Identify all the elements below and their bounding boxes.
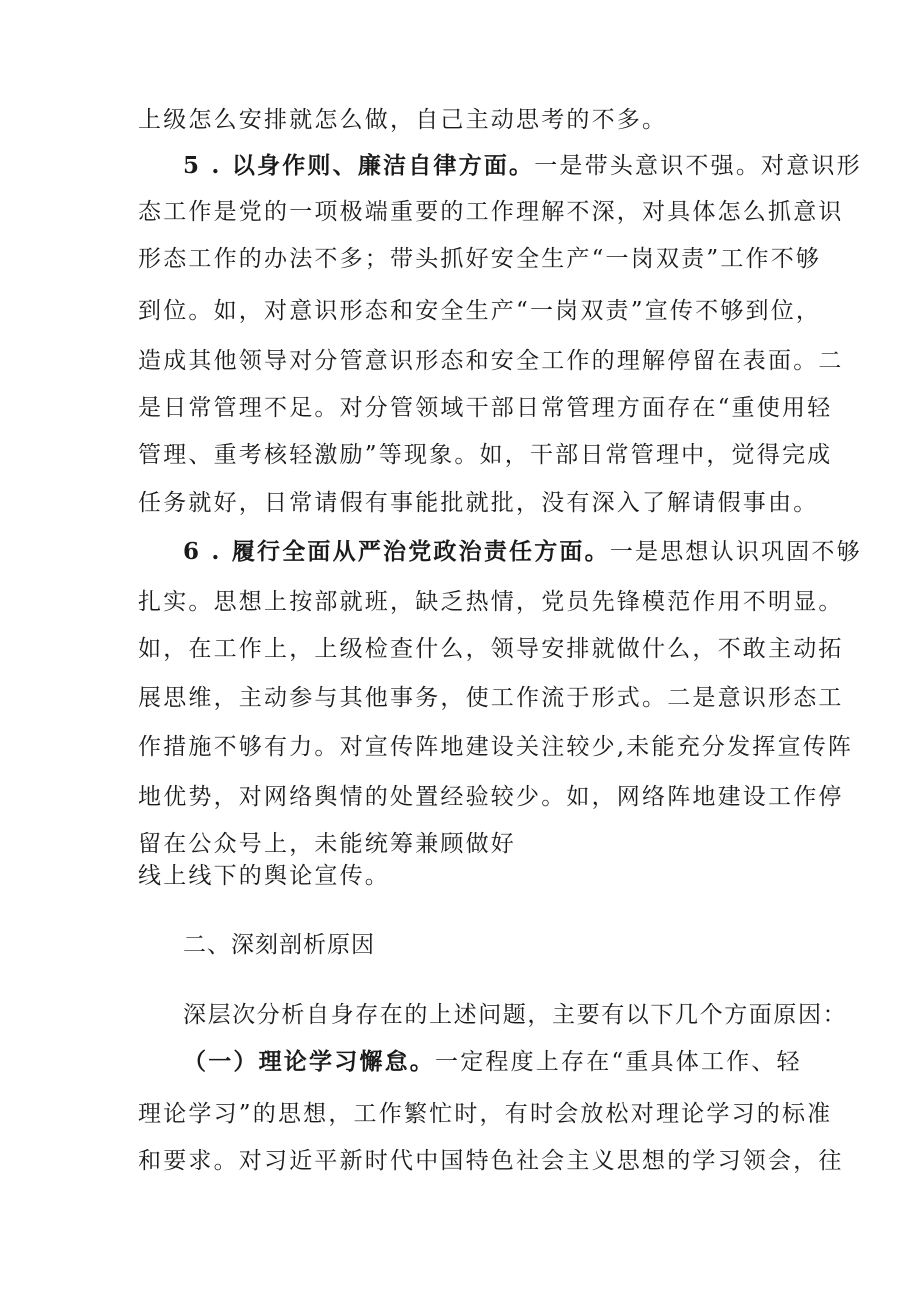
paragraph-line: 是日常管理不足。对分管领域干部日常管理方面存在“重使用轻: [138, 395, 833, 421]
paragraph-line: 和要求。对习近平新时代中国特色社会主义思想的学习领会，往: [138, 1148, 844, 1174]
subsection-1-first-line: [183, 1047, 843, 1077]
paragraph-5-first-line: [183, 151, 862, 181]
paragraph-line: 如，在工作上，上级检查什么，领导安排就做什么，不敢主动拓: [138, 636, 844, 662]
paragraph-line: 管理、重考核轻激励”等现象。如，干部日常管理中，觉得完成: [138, 442, 833, 468]
section-heading: 二、深刻剖析原因: [183, 932, 375, 958]
paragraph-line: 态工作是党的一项极端重要的工作理解不深，对具体怎么抓意识: [138, 199, 844, 225]
paragraph-line: 上级怎么安排就怎么做，自己主动思考的不多。: [138, 107, 668, 133]
paragraph-6-first-text: 一是思想认识巩固不够: [609, 539, 862, 565]
paragraph-line: 地优势，对网络舆情的处置经验较少。如，网络阵地建设工作停: [138, 784, 844, 810]
paragraph-line: 留在公众号上，未能统筹兼顾做好: [138, 831, 516, 857]
paragraph-6-first-line: [183, 537, 862, 567]
subsection-1-first-text: 一定程度上存在“重具体工作、轻: [435, 1049, 802, 1075]
subsection-1-heading: （一）理论学习懈怠。: [183, 1048, 435, 1075]
paragraph-line: 到位。如，对意识形态和安全生产“一岗双责”宣传不够到位，: [138, 298, 822, 324]
section-intro: 深层次分析自身存在的上述问题，主要有以下几个方面原因：: [183, 1002, 848, 1028]
paragraph-line: 扎实。思想上按部就班，缺乏热情，党员先锋模范作用不明显。: [138, 589, 844, 615]
paragraph-5-first-text: 一是带头意识不强。对意识形: [534, 153, 862, 179]
paragraph-line: 线上线下的舆论宣传。: [138, 863, 390, 889]
paragraph-6-heading: 6 . 履行全面从严治党政治责任方面。: [183, 538, 610, 565]
paragraph-5-heading: 5 . 以身作则、廉洁自律方面。: [183, 152, 535, 179]
paragraph-line: 理论学习”的思想，工作繁忙时，有时会放松对理论学习的标准: [138, 1101, 833, 1127]
paragraph-line: 任务就好，日常请假有事能批就批，没有深入了解请假事由。: [138, 490, 819, 516]
paragraph-line: 造成其他领导对分管意识形态和安全工作的理解停留在表面。二: [138, 348, 844, 374]
paragraph-line: 形态工作的办法不多；带头抓好安全生产“一岗双责”工作不够: [138, 246, 822, 272]
paragraph-line: 作措施不够有力。对宣传阵地建设关注较少,未能充分发挥宣传阵: [138, 734, 854, 760]
paragraph-line: 展思维，主动参与其他事务，使工作流于形式。二是意识形态工: [138, 685, 844, 711]
